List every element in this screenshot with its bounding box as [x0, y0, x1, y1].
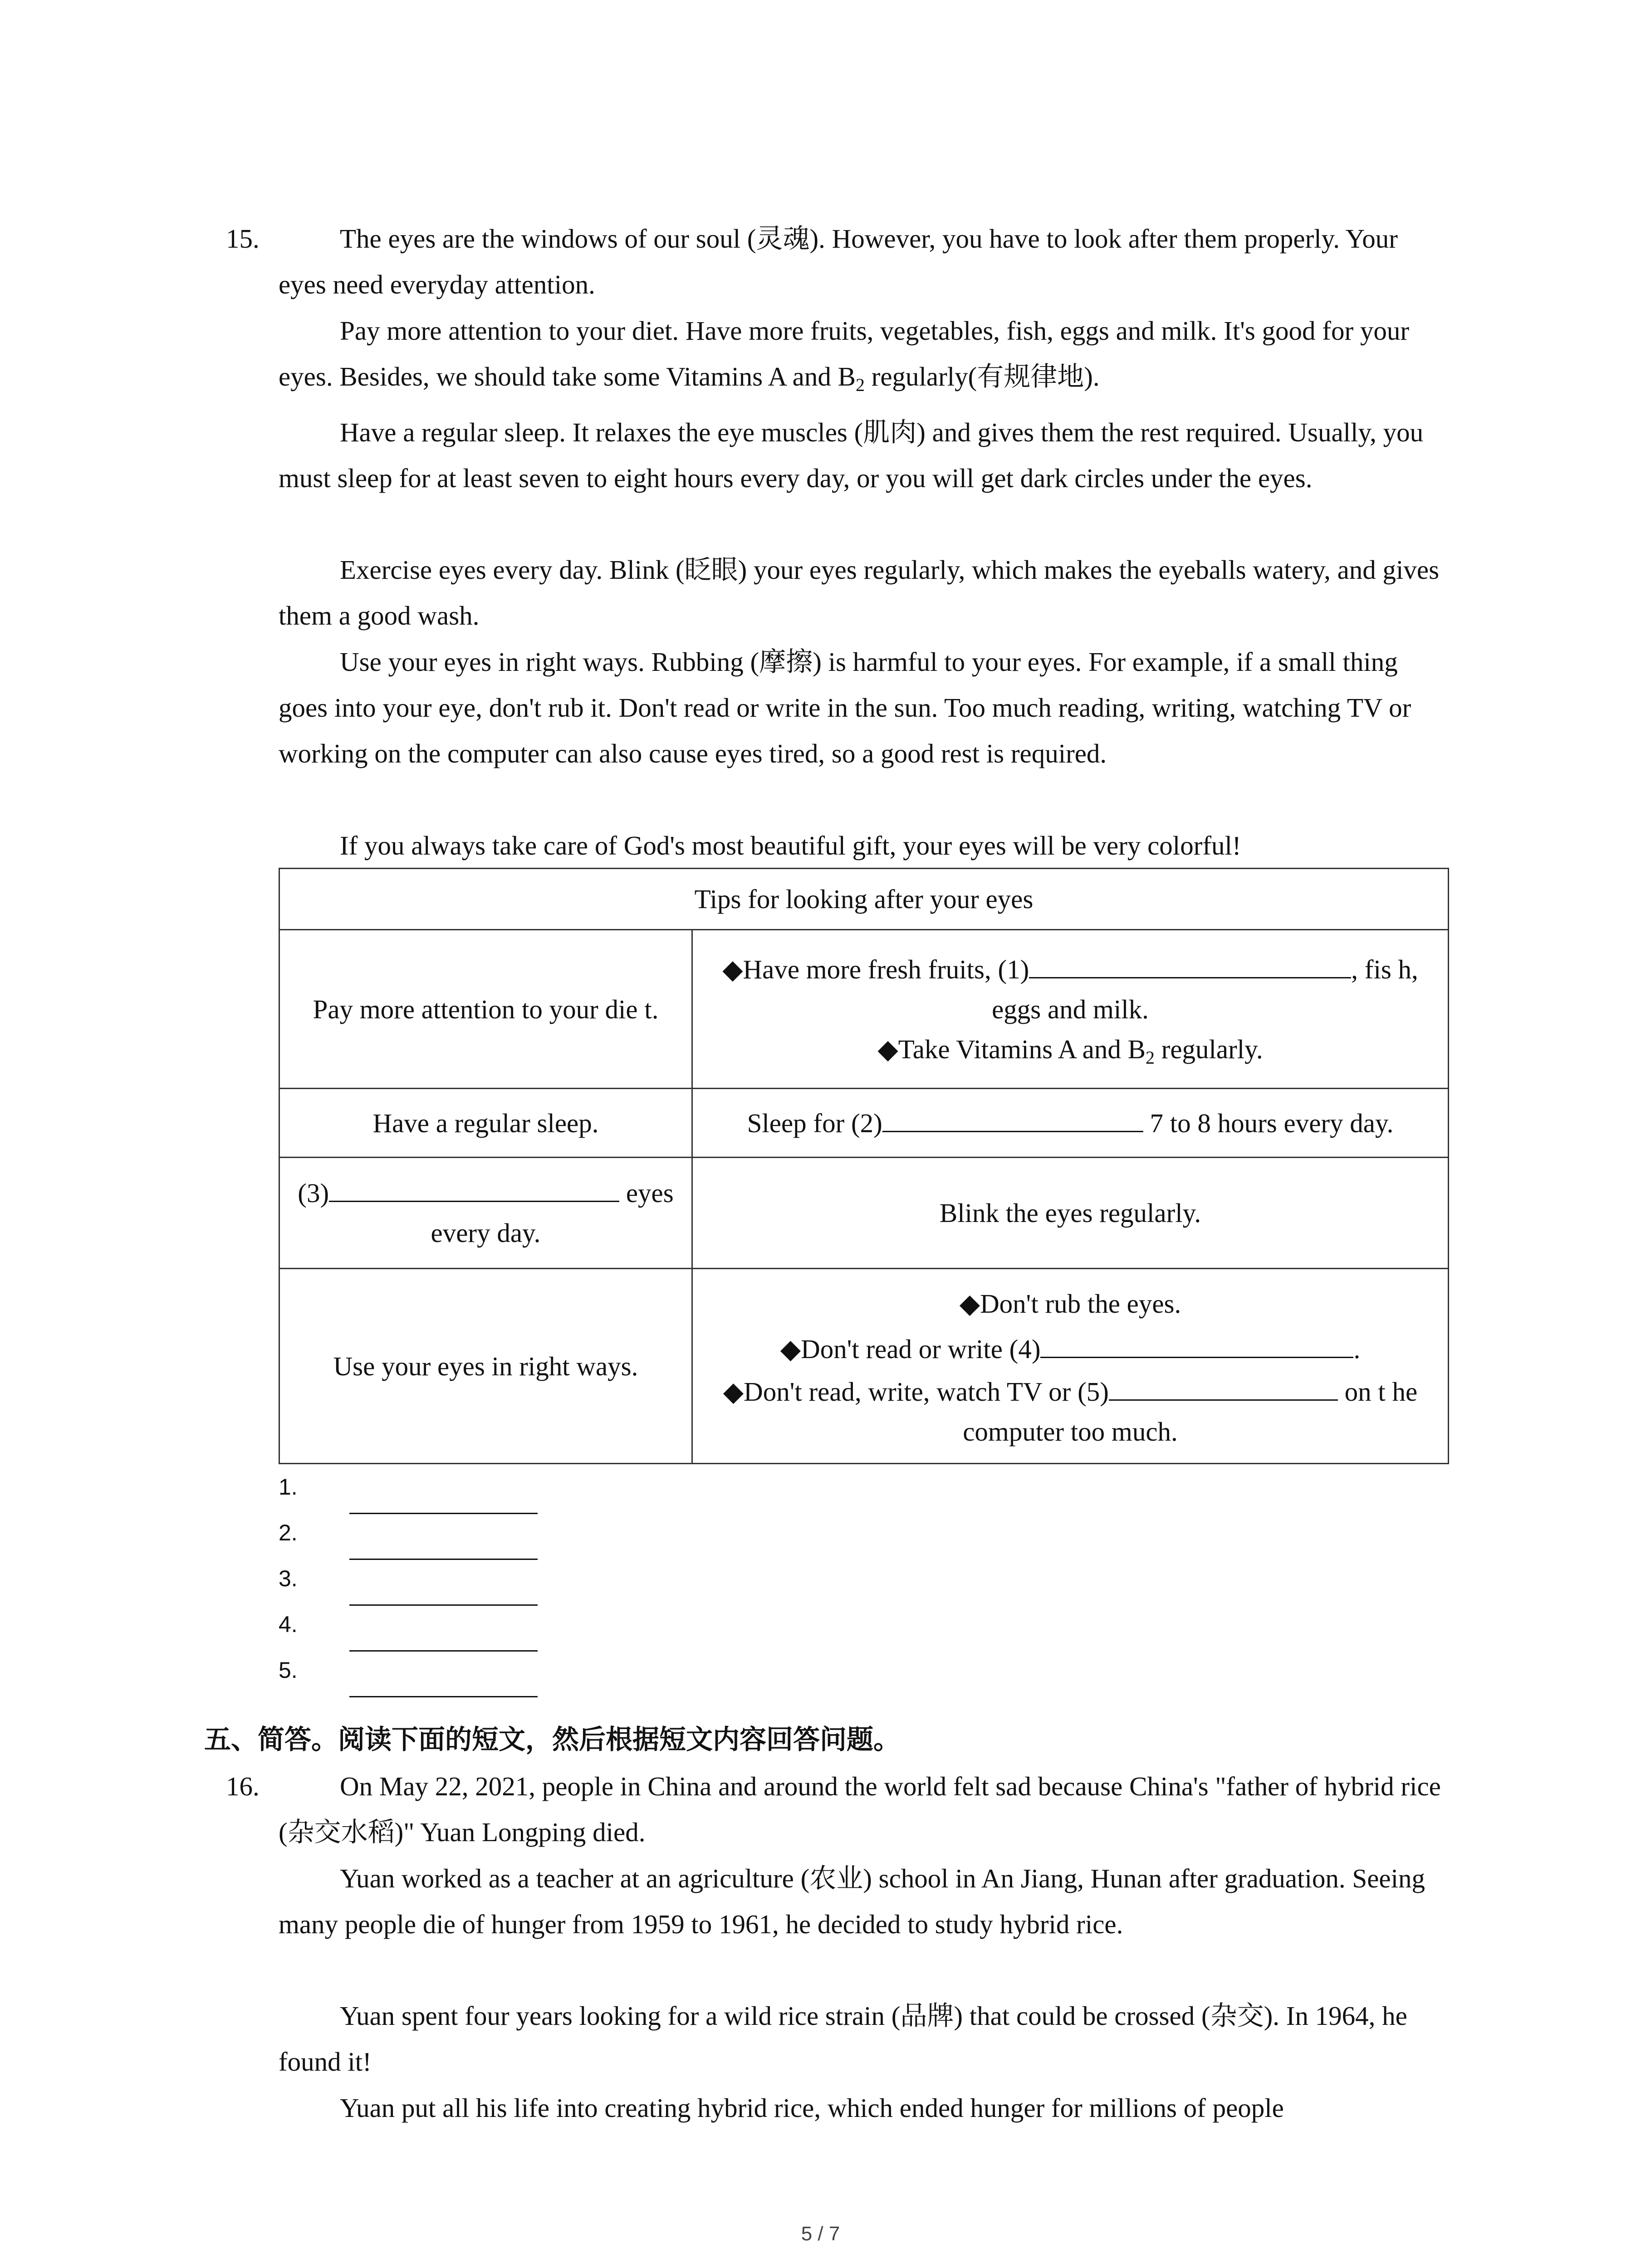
answer-label-4: 4. — [279, 1612, 298, 1637]
table-cell-sleep-tips — [692, 1089, 1449, 1158]
question-number: 16. — [226, 1771, 260, 1801]
answer-label-3: 3. — [279, 1566, 298, 1591]
diet-tip-1-text: ◆Have more fresh fruits, (1) — [722, 954, 1029, 984]
q15-paragraph-3: Have a regular sleep. It relaxes the eye muscles (肌肉) and gives them the rest required. Usually, you must sleep for at least seven to eight hours every day, or you will get dark circles under the eyes. — [279, 417, 1430, 493]
blank-2[interactable] — [882, 1104, 1143, 1132]
diet-tip-2-end: regularly. — [1154, 1034, 1263, 1064]
blank-1[interactable] — [1029, 950, 1351, 978]
blank-3[interactable] — [329, 1173, 619, 1202]
answer-label-1: 1. — [279, 1474, 298, 1500]
table-row — [279, 1089, 1449, 1158]
q15-paragraph-6: If you always take care of God's most beautiful gift, your eyes will be very colorful! — [340, 831, 1241, 860]
blank-4[interactable] — [1040, 1330, 1353, 1358]
table-cell-exercise — [279, 1158, 692, 1269]
diet-tip-2-text: ◆Take Vitamins A and B — [877, 1034, 1146, 1064]
q15-paragraph-5: Use your eyes in right ways. Rubbing (摩擦) is harmful to your eyes. For example, if a small thing goes into your eye, don't rub it. Don't read or write in the sun. Too much reading, writing, watching TV or working on the computer can also cause eyes tired, so a good rest is required. — [279, 647, 1418, 768]
q15-paragraph-2 — [279, 308, 1449, 400]
subscript-2: 2 — [855, 375, 865, 395]
answer-line-4[interactable] — [349, 1650, 538, 1652]
table-cell-right-ways: Use your eyes in right ways. — [279, 1269, 692, 1464]
exercise-text-end: eyes every day. — [431, 1178, 674, 1248]
table-cell-right-ways-tips — [692, 1269, 1449, 1464]
right-ways-tip-3-text: ◆Don't read, write, watch TV or (5) — [723, 1376, 1109, 1407]
q15-paragraph-2-text: Pay more attention to your diet. Have more fruits, vegetables, fish, eggs and milk. It's good for your eyes. Besides, we should take some Vitamins A and B — [279, 316, 1416, 391]
table-cell-sleep: Have a regular sleep. — [279, 1089, 692, 1158]
q15-paragraph-4: Exercise eyes every day. Blink (眨眼) your eyes regularly, which makes the eyeballs watery, and gives them a good wash. — [279, 555, 1446, 631]
right-ways-tip-3 — [705, 1372, 1436, 1452]
answer-line-1[interactable] — [349, 1513, 538, 1514]
diet-tip-1-end: , fis h, eggs and milk. — [992, 954, 1418, 1024]
section-heading: 五、简答。阅读下面的短文，然后根据短文内容回答问题。 — [204, 1724, 901, 1755]
q16-paragraph-2: Yuan worked as a teacher at an agriculture (农业) school in An Jiang, Hunan after graduation. Seeing many people die of hunger from 1959 to 1961, he decided to study hybrid rice. — [279, 1863, 1432, 1939]
answer-line-3[interactable] — [349, 1604, 538, 1606]
table-row — [279, 930, 1449, 1089]
table-cell-diet-tips — [692, 930, 1449, 1089]
diet-tip-2 — [705, 1029, 1436, 1069]
table-row — [279, 1269, 1449, 1464]
answer-label-5: 5. — [279, 1657, 298, 1683]
blank-5[interactable] — [1109, 1372, 1338, 1401]
diet-tip-1 — [705, 949, 1436, 1029]
q16-paragraph-1: On May 22, 2021, people in China and around the world felt sad because China's "father of hybrid rice (杂交水稻)" Yuan Longping died. — [279, 1771, 1448, 1847]
table-row — [279, 1158, 1449, 1269]
q15-paragraph-2-end: regularly(有规律地). — [864, 362, 1100, 391]
right-ways-tip-2-end: . — [1353, 1334, 1361, 1364]
right-ways-tip-2 — [705, 1326, 1436, 1372]
right-ways-tip-3-end: on t he computer too much. — [963, 1376, 1418, 1447]
answer-line-2[interactable] — [349, 1559, 538, 1560]
subscript-2: 2 — [1145, 1047, 1155, 1068]
right-ways-tip-1: ◆Don't rub the eyes. — [959, 1288, 1181, 1319]
table-title: Tips for looking after your eyes — [279, 869, 1449, 930]
tips-table — [279, 868, 1449, 1464]
question-number: 15. — [226, 224, 260, 254]
right-ways-tip-2-text: ◆Don't read or write (4) — [780, 1334, 1041, 1364]
table-cell-exercise-tips: Blink the eyes regularly. — [692, 1158, 1449, 1269]
sleep-tip-end: 7 to 8 hours every day. — [1143, 1108, 1394, 1138]
q15-paragraph-1: The eyes are the windows of our soul (灵魂). However, you have to look after them properly. Your eyes need everyday attention. — [279, 224, 1405, 299]
table-header-row — [279, 869, 1449, 930]
q16-paragraph-4: Yuan put all his life into creating hybrid rice, which ended hunger for millions of people — [340, 2093, 1284, 2123]
answer-line-5[interactable] — [349, 1696, 538, 1697]
page-number: 5 / 7 — [801, 2223, 840, 2245]
table-cell-diet: Pay more attention to your die t. — [279, 930, 692, 1089]
answer-label-2: 2. — [279, 1520, 298, 1545]
q16-paragraph-3: Yuan spent four years looking for a wild rice strain (品牌) that could be crossed (杂交). In 1964, he found it! — [279, 2001, 1414, 2077]
blank-3-label: (3) — [298, 1178, 329, 1208]
sleep-tip-text: Sleep for (2) — [747, 1108, 882, 1138]
